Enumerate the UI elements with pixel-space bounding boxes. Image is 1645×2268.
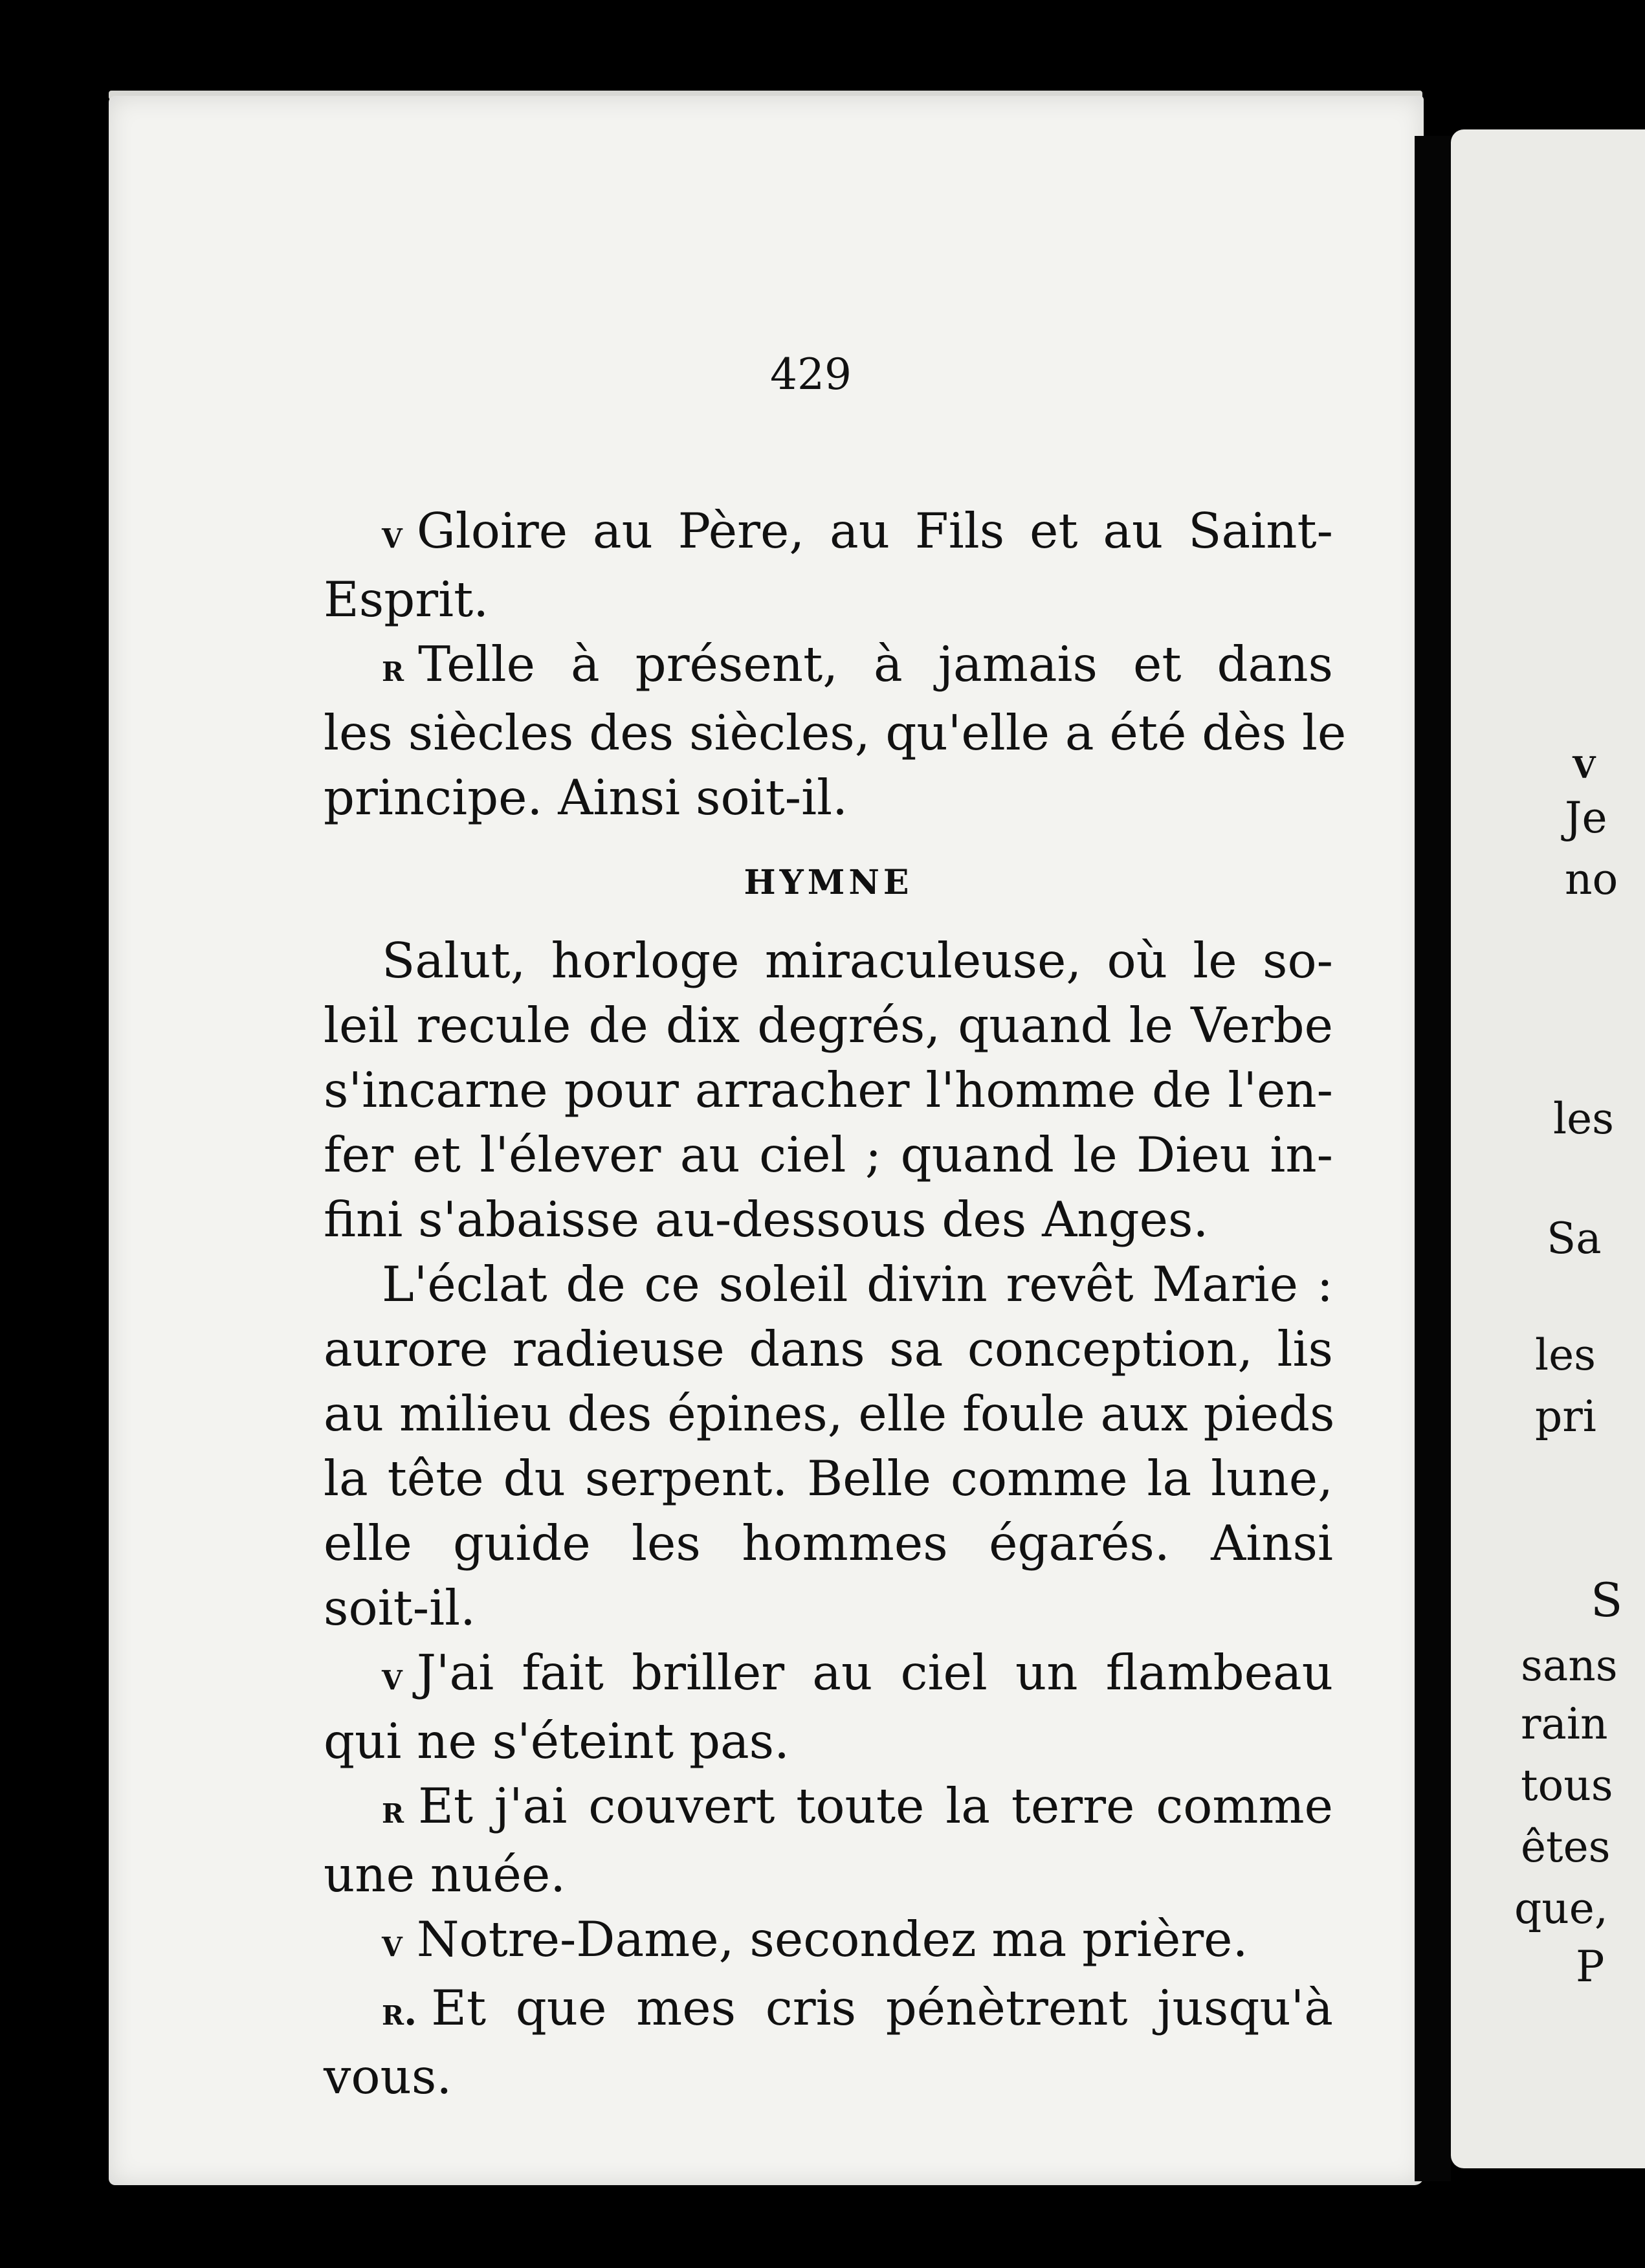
text-line: fini s'abaisse au-dessous des Anges. [324,1191,1209,1248]
versicle-gloria [324,498,1333,632]
facing-fragment: v [1573,738,1596,788]
text-line: Salut, horloge miraculeuse, où le so- [382,932,1333,989]
versicle-marker: v [382,1921,403,1965]
facing-fragment: Je [1565,793,1607,843]
text-line: qui ne s'éteint pas. [324,1713,790,1770]
text-line: Esprit. [324,571,489,628]
response-marker: r. [382,1990,417,2034]
text-block [324,350,1347,2109]
text-line: v Gloire au Père, au Fils et au Saint- [382,502,1333,559]
text-line: une nuée. [324,1846,566,1903]
facing-fragment: que, [1514,1884,1608,1933]
versicle-flambeau [324,1640,1333,1773]
text-line: s'incarne pour arracher l'homme de l'en- [324,1062,1333,1118]
text-line: principe. Ainsi soit-il. [324,769,848,826]
versicle-marker: v [382,513,403,557]
facing-fragment: tous [1521,1761,1613,1810]
text-line: vous. [324,2048,452,2105]
facing-fragment: rain [1521,1699,1608,1749]
section-heading: HYMNE [744,863,913,902]
versicle-notre-dame [324,1907,1333,1975]
text-line: v J'ai fait briller au ciel un flambeau [382,1644,1333,1701]
response-telle [324,632,1347,830]
text-line: aurore radieuse dans sa conception, lis [324,1320,1333,1377]
facing-fragment: no [1565,854,1618,904]
response-cris [324,1975,1333,2109]
text-line: L'éclat de ce soleil divin revêt Marie : [382,1256,1333,1313]
hymn-stanza-1 [324,928,1333,1252]
text-line: leil recule de dix degrés, quand le Verbe [324,997,1333,1054]
versicle-marker: v [382,1654,403,1698]
book-gutter [1415,136,1451,2181]
facing-fragment: Sa [1547,1214,1602,1263]
text-line: les siècles des siècles, qu'elle a été dès le [324,704,1347,761]
page-number: 429 [770,350,852,399]
response-marker: r [382,1788,404,1832]
response-marker: r [382,646,404,690]
facing-fragment: les [1553,1094,1615,1144]
text-line: au milieu des épines, elle foule aux pieds [324,1385,1335,1442]
text-line: fer et l'élever au ciel ; quand le Dieu in- [324,1126,1333,1183]
text-line: r Telle à présent, à jamais et dans [382,636,1333,693]
facing-fragment: P [1576,1942,1605,1992]
facing-fragment: êtes [1521,1822,1611,1872]
text-line: r. Et que mes cris pénètrent jusqu'à [382,1979,1333,2036]
text-line: r Et j'ai couvert toute la terre comme [382,1777,1333,1834]
facing-fragment: pri [1535,1392,1596,1441]
text-line: la tête du serpent. Belle comme la lune, [324,1450,1333,1507]
text-line: elle guide les hommes égarés. Ainsi [324,1515,1333,1572]
facing-fragment: S [1591,1573,1623,1627]
facing-fragment: sans [1521,1641,1618,1691]
response-nuee [324,1773,1333,1907]
hymn-stanza-2 [324,1252,1333,1640]
text-line: soit-il. [324,1579,476,1636]
text-line: v Notre-Dame, secondez ma prière. [382,1911,1248,1968]
facing-fragment: les [1535,1330,1596,1380]
